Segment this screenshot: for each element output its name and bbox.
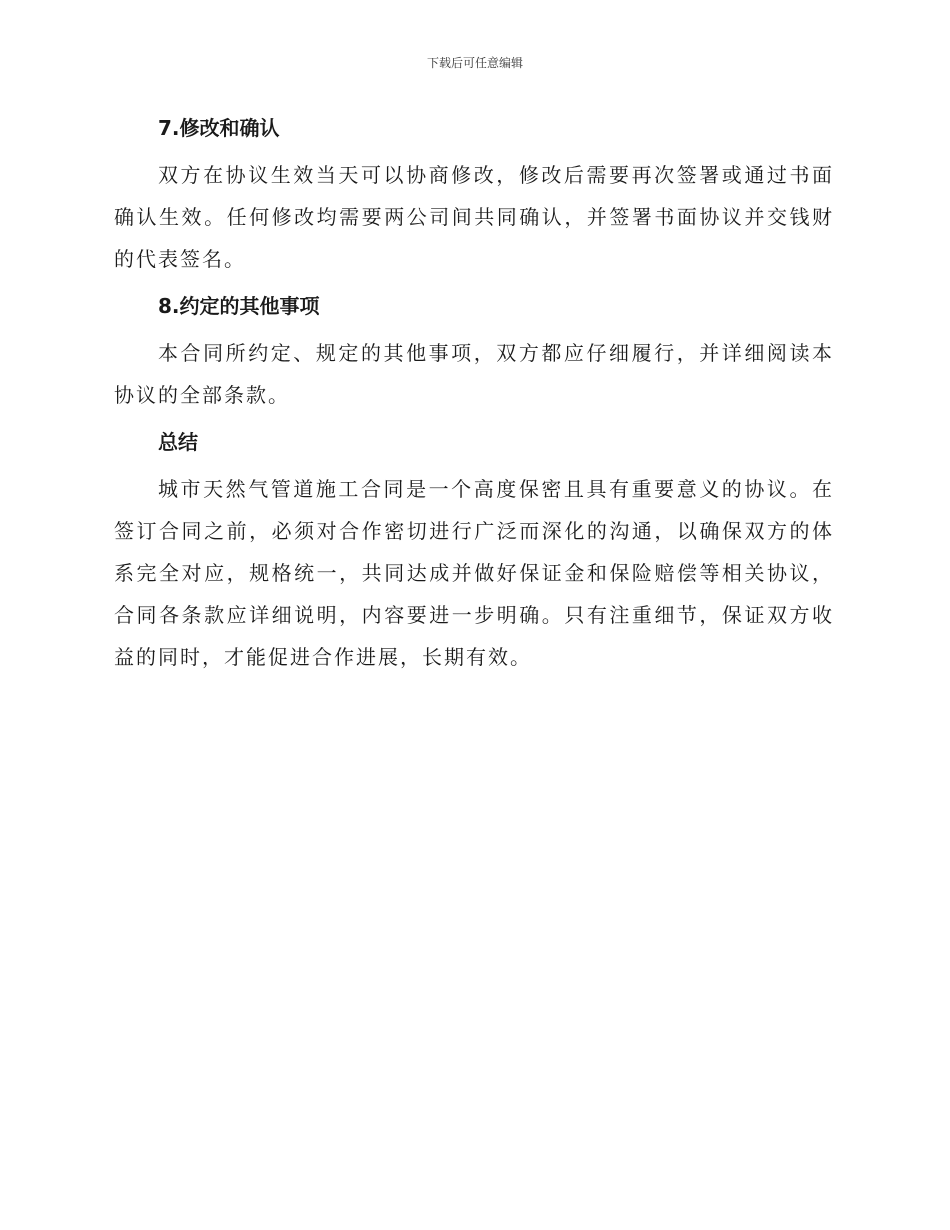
- section-paragraph: 城市天然气管道施工合同是一个高度保密且具有重要意义的协议。在签订合同之前，必须对合作密切进行广泛而深化的沟通，以确保双方的体系完全对应，规格统一，共同达成并做好保证金和保险赔偿等相关协议，合同各条款应详细说明，内容要进一步明确。只有注重细节，保证双方收益的同时，才能促进合作进展，长期有效。: [114, 477, 834, 669]
- page-header: 下载后可任意编辑: [426, 56, 523, 70]
- section-paragraph: 本合同所约定、规定的其他事项，双方都应仔细履行，并详细阅读本协议的全部条款。: [114, 341, 834, 407]
- section-modification: [114, 108, 834, 280]
- section-summary: [114, 422, 834, 678]
- section-heading: 7.修改和确认: [158, 116, 280, 140]
- document-body: [114, 108, 834, 684]
- section-heading: 总结: [158, 430, 198, 454]
- section-other-matters: [114, 286, 834, 416]
- section-paragraph: 双方在协议生效当天可以协商修改，修改后需要再次签署或通过书面确认生效。任何修改均需要两公司间共同确认，并签署书面协议并交钱财的代表签名。: [114, 163, 834, 271]
- section-heading: 8.约定的其他事项: [158, 294, 320, 318]
